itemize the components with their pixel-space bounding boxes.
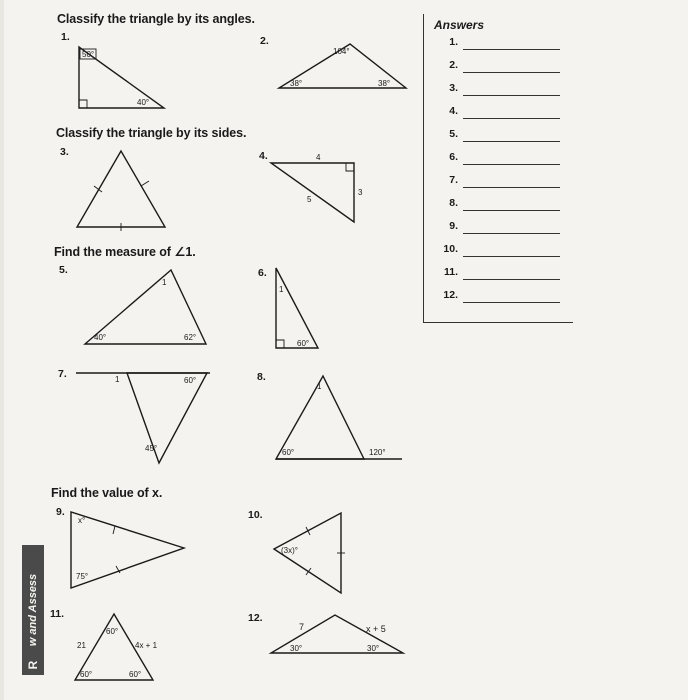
section-sidebar-tab xyxy=(22,545,44,675)
label-11-side-left: 21 xyxy=(77,641,86,650)
answer-number: 2. xyxy=(449,59,458,71)
triangle-2 xyxy=(279,44,406,88)
label-5-angle-right: 62° xyxy=(184,333,197,342)
answer-blank-line[interactable] xyxy=(463,302,560,303)
triangle-6 xyxy=(276,268,318,348)
answers-divider-vertical xyxy=(423,14,424,322)
answer-number: 7. xyxy=(449,174,458,186)
triangle-4 xyxy=(271,153,363,222)
answer-blank-line[interactable] xyxy=(463,233,560,234)
problem-number-6: 6. xyxy=(258,267,267,279)
triangle-5 xyxy=(85,270,206,344)
triangle-10 xyxy=(274,513,345,593)
problem-number-9: 9. xyxy=(56,506,65,518)
label-2-angle-left: 38° xyxy=(290,79,303,88)
heading-find-measure: Find the measure of ∠1. xyxy=(54,245,196,259)
triangle-12 xyxy=(271,615,403,653)
problem-number-10: 10. xyxy=(248,509,263,521)
label-6-angle-right: 60° xyxy=(297,339,310,348)
label-11-angle-top: 60° xyxy=(106,627,119,636)
answer-blank-line[interactable] xyxy=(463,279,560,280)
sidebar-letter: R xyxy=(26,660,40,670)
answer-row-3[interactable] xyxy=(435,82,560,100)
problem-number-8: 8. xyxy=(257,371,266,383)
triangle-9 xyxy=(71,512,184,588)
problem-number-5: 5. xyxy=(59,264,68,276)
label-12-angle-right: 30° xyxy=(367,644,380,653)
answer-row-2[interactable] xyxy=(435,59,560,77)
answer-number: 9. xyxy=(449,220,458,232)
answer-number: 3. xyxy=(449,82,458,94)
heading-find-value: Find the value of x. xyxy=(51,486,163,500)
heading-classify-angles: Classify the triangle by its angles. xyxy=(57,12,255,26)
label-8-angle-1: 1 xyxy=(317,382,322,391)
label-8-angle-exterior: 120° xyxy=(369,448,386,457)
answer-row-5[interactable] xyxy=(435,128,560,146)
answer-number: 10. xyxy=(443,243,458,255)
answer-row-10[interactable] xyxy=(435,243,560,261)
answer-number: 12. xyxy=(443,289,458,301)
label-2-angle-top: 104° xyxy=(333,47,350,56)
answer-row-11[interactable] xyxy=(435,266,560,284)
answers-divider-horizontal xyxy=(423,322,573,323)
label-12-angle-left: 30° xyxy=(290,644,303,653)
label-2-angle-right: 38° xyxy=(378,79,391,88)
triangle-7 xyxy=(76,373,210,463)
answer-blank-line[interactable] xyxy=(463,256,560,257)
label-6-angle-1: 1 xyxy=(279,285,284,294)
answer-number: 4. xyxy=(449,105,458,117)
answer-row-7[interactable] xyxy=(435,174,560,192)
problem-number-2: 2. xyxy=(260,35,269,47)
answer-row-8[interactable] xyxy=(435,197,560,215)
label-8-angle-left: 60° xyxy=(282,448,295,457)
problem-number-1: 1. xyxy=(61,31,70,43)
heading-classify-sides: Classify the triangle by its sides. xyxy=(56,126,247,140)
label-4-side-hyp: 5 xyxy=(307,195,312,204)
answer-number: 8. xyxy=(449,197,458,209)
label-11-side-right: 4x + 1 xyxy=(135,641,158,650)
label-11-angle-left: 60° xyxy=(80,670,93,679)
answer-number: 11. xyxy=(443,266,458,278)
triangle-8 xyxy=(276,376,402,459)
label-10-angle-3x: (3x)° xyxy=(281,546,298,555)
label-7-angle-bottom: 45° xyxy=(145,444,158,453)
answer-row-6[interactable] xyxy=(435,151,560,169)
answer-row-1[interactable] xyxy=(435,36,560,54)
label-9-angle-x: x° xyxy=(78,516,86,525)
answer-number: 6. xyxy=(449,151,458,163)
label-7-angle-right: 60° xyxy=(184,376,197,385)
label-9-angle-75: 75° xyxy=(76,572,89,581)
answer-number: 5. xyxy=(449,128,458,140)
label-1-angle-right: 40° xyxy=(137,98,150,107)
label-1-angle-top: 50° xyxy=(82,50,95,59)
label-11-angle-right: 60° xyxy=(129,670,142,679)
problem-number-12: 12. xyxy=(248,612,263,624)
answer-row-9[interactable] xyxy=(435,220,560,238)
answer-blank-line[interactable] xyxy=(463,187,560,188)
problem-number-4: 4. xyxy=(259,150,268,162)
answer-blank-line[interactable] xyxy=(463,164,560,165)
answer-blank-line[interactable] xyxy=(463,95,560,96)
label-4-side-top: 4 xyxy=(316,153,321,162)
triangle-11 xyxy=(75,614,158,680)
answer-blank-line[interactable] xyxy=(463,118,560,119)
label-7-angle-1: 1 xyxy=(115,375,120,384)
answer-blank-line[interactable] xyxy=(463,141,560,142)
triangle-3 xyxy=(77,151,165,231)
sidebar-text: w and Assess xyxy=(27,573,39,647)
answer-blank-line[interactable] xyxy=(463,49,560,50)
problem-number-7: 7. xyxy=(58,368,67,380)
triangle-1 xyxy=(79,47,164,108)
answer-number: 1. xyxy=(449,36,458,48)
label-12-side-right: x + 5 xyxy=(366,624,386,634)
label-12-side-left: 7 xyxy=(299,622,305,632)
answer-blank-line[interactable] xyxy=(463,210,560,211)
problem-number-11: 11. xyxy=(50,608,65,620)
answer-row-4[interactable] xyxy=(435,105,560,123)
label-4-side-right: 3 xyxy=(358,188,363,197)
answers-box xyxy=(423,14,573,324)
answer-row-12[interactable] xyxy=(435,289,560,307)
label-5-angle-1: 1 xyxy=(162,278,167,287)
answer-blank-line[interactable] xyxy=(463,72,560,73)
answers-title: Answers xyxy=(434,18,485,32)
problem-number-3: 3. xyxy=(60,146,69,158)
label-5-angle-left: 40° xyxy=(94,333,107,342)
